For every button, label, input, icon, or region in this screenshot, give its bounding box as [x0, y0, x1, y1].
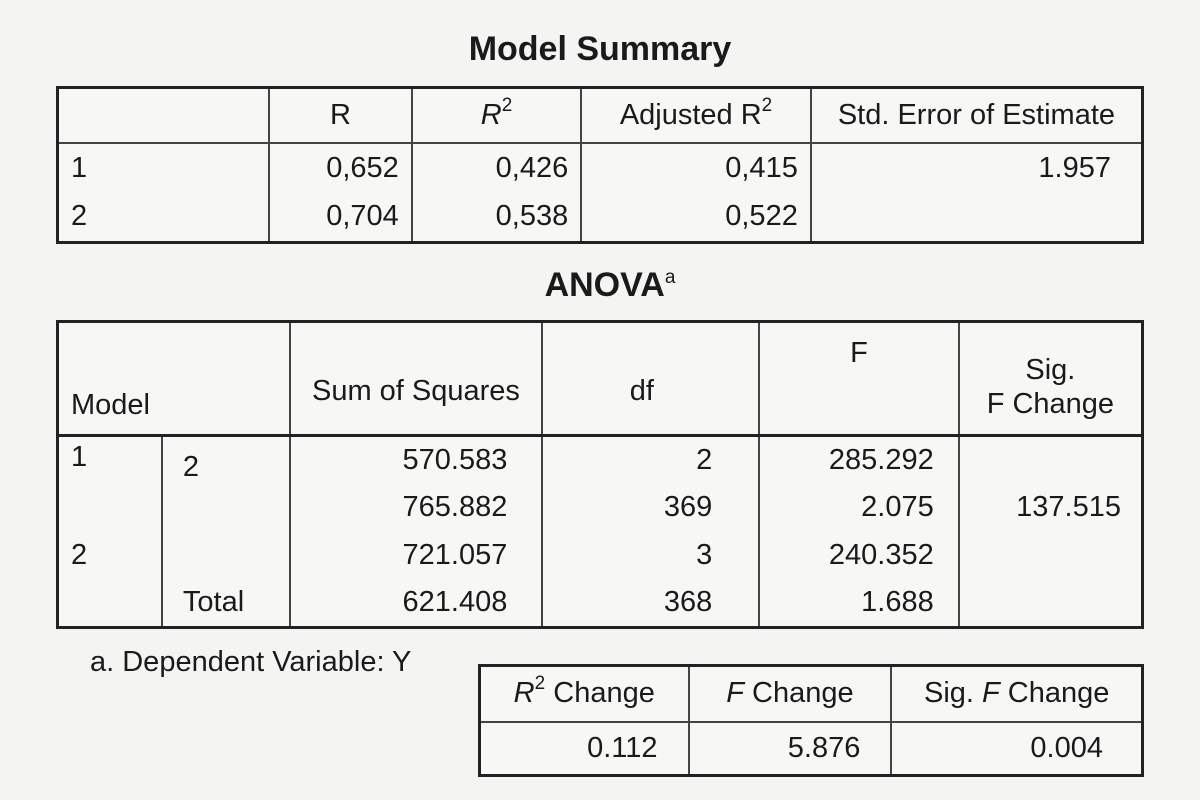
f-value: 285.292 — [759, 436, 958, 484]
header-sig-f-change: Sig. F Change — [891, 666, 1142, 722]
empty-cell — [162, 532, 290, 580]
r-value: 0,704 — [269, 193, 412, 243]
std-error-value: 1.957 — [811, 143, 1143, 193]
header-df: df — [542, 322, 759, 436]
sig-f-change-value: 137.515 — [959, 484, 1143, 532]
header-r-squared-change: $R^2$ Change — [480, 666, 689, 722]
header-model: Model — [58, 322, 290, 436]
model-number: 2 — [58, 532, 162, 580]
table-row — [58, 532, 1143, 580]
table-row — [58, 436, 1143, 484]
f-value: 1.688 — [759, 580, 958, 628]
anova-table — [56, 320, 1144, 629]
sum-of-squares-value: 765.882 — [290, 484, 543, 532]
anova-title: ANOVA$^a$ — [544, 266, 676, 304]
sig-f-change-value: 0.004 — [891, 722, 1142, 776]
header-sum-of-squares: Sum of Squares — [290, 322, 543, 436]
sum-of-squares-value: 570.583 — [290, 436, 543, 484]
anova-footnote: a. Dependent Variable: Y — [90, 646, 412, 678]
table-row — [480, 722, 1143, 776]
r-value: 0,652 — [269, 143, 412, 193]
f-value: 240.352 — [759, 532, 958, 580]
model-number: 1 — [58, 436, 162, 484]
sig-blank — [959, 436, 1143, 484]
model-summary-table — [56, 86, 1144, 244]
anova-header-row — [58, 322, 1143, 436]
sub-model-total: Total — [162, 580, 290, 628]
header-sig-f-change: Sig. F Change — [959, 322, 1143, 436]
header-r: R — [269, 88, 412, 143]
table-row — [58, 143, 1143, 193]
r-squared-value: 0,426 — [412, 143, 581, 193]
header-std-error: Std. Error of Estimate — [811, 88, 1143, 143]
adjusted-r-squared-value: 0,522 — [581, 193, 811, 243]
empty-cell — [959, 532, 1143, 580]
sum-of-squares-value: 621.408 — [290, 580, 543, 628]
df-value: 3 — [542, 532, 759, 580]
sub-model: 2 — [162, 436, 290, 484]
header-r-squared: $R^2$ — [412, 88, 581, 143]
empty-cell — [162, 484, 290, 532]
header-f-change: F Change — [689, 666, 892, 722]
df-value: 2 — [542, 436, 759, 484]
std-error-value — [811, 193, 1143, 243]
change-header-row — [480, 666, 1143, 722]
f-change-value: 5.876 — [689, 722, 892, 776]
model-summary-title: Model Summary — [468, 30, 732, 68]
model-number: 1 — [58, 143, 270, 193]
r-squared-change-value: 0.112 — [480, 722, 689, 776]
model-summary-header-row — [58, 88, 1143, 143]
df-value: 369 — [542, 484, 759, 532]
header-model-blank — [58, 88, 270, 143]
change-statistics-table — [478, 664, 1144, 777]
model-number: 2 — [58, 193, 270, 243]
adjusted-r-squared-value: 0,415 — [581, 143, 811, 193]
sum-of-squares-value: 721.057 — [290, 532, 543, 580]
header-adjusted-r-squared: Adjusted $R^2$ — [581, 88, 811, 143]
df-value: 368 — [542, 580, 759, 628]
f-value: 2.075 — [759, 484, 958, 532]
r-squared-value: 0,538 — [412, 193, 581, 243]
table-row — [58, 580, 1143, 628]
empty-cell — [959, 580, 1143, 628]
table-row — [58, 484, 1143, 532]
empty-cell — [58, 484, 162, 532]
header-f: F — [759, 322, 958, 436]
empty-cell — [58, 580, 162, 628]
table-row — [58, 193, 1143, 243]
